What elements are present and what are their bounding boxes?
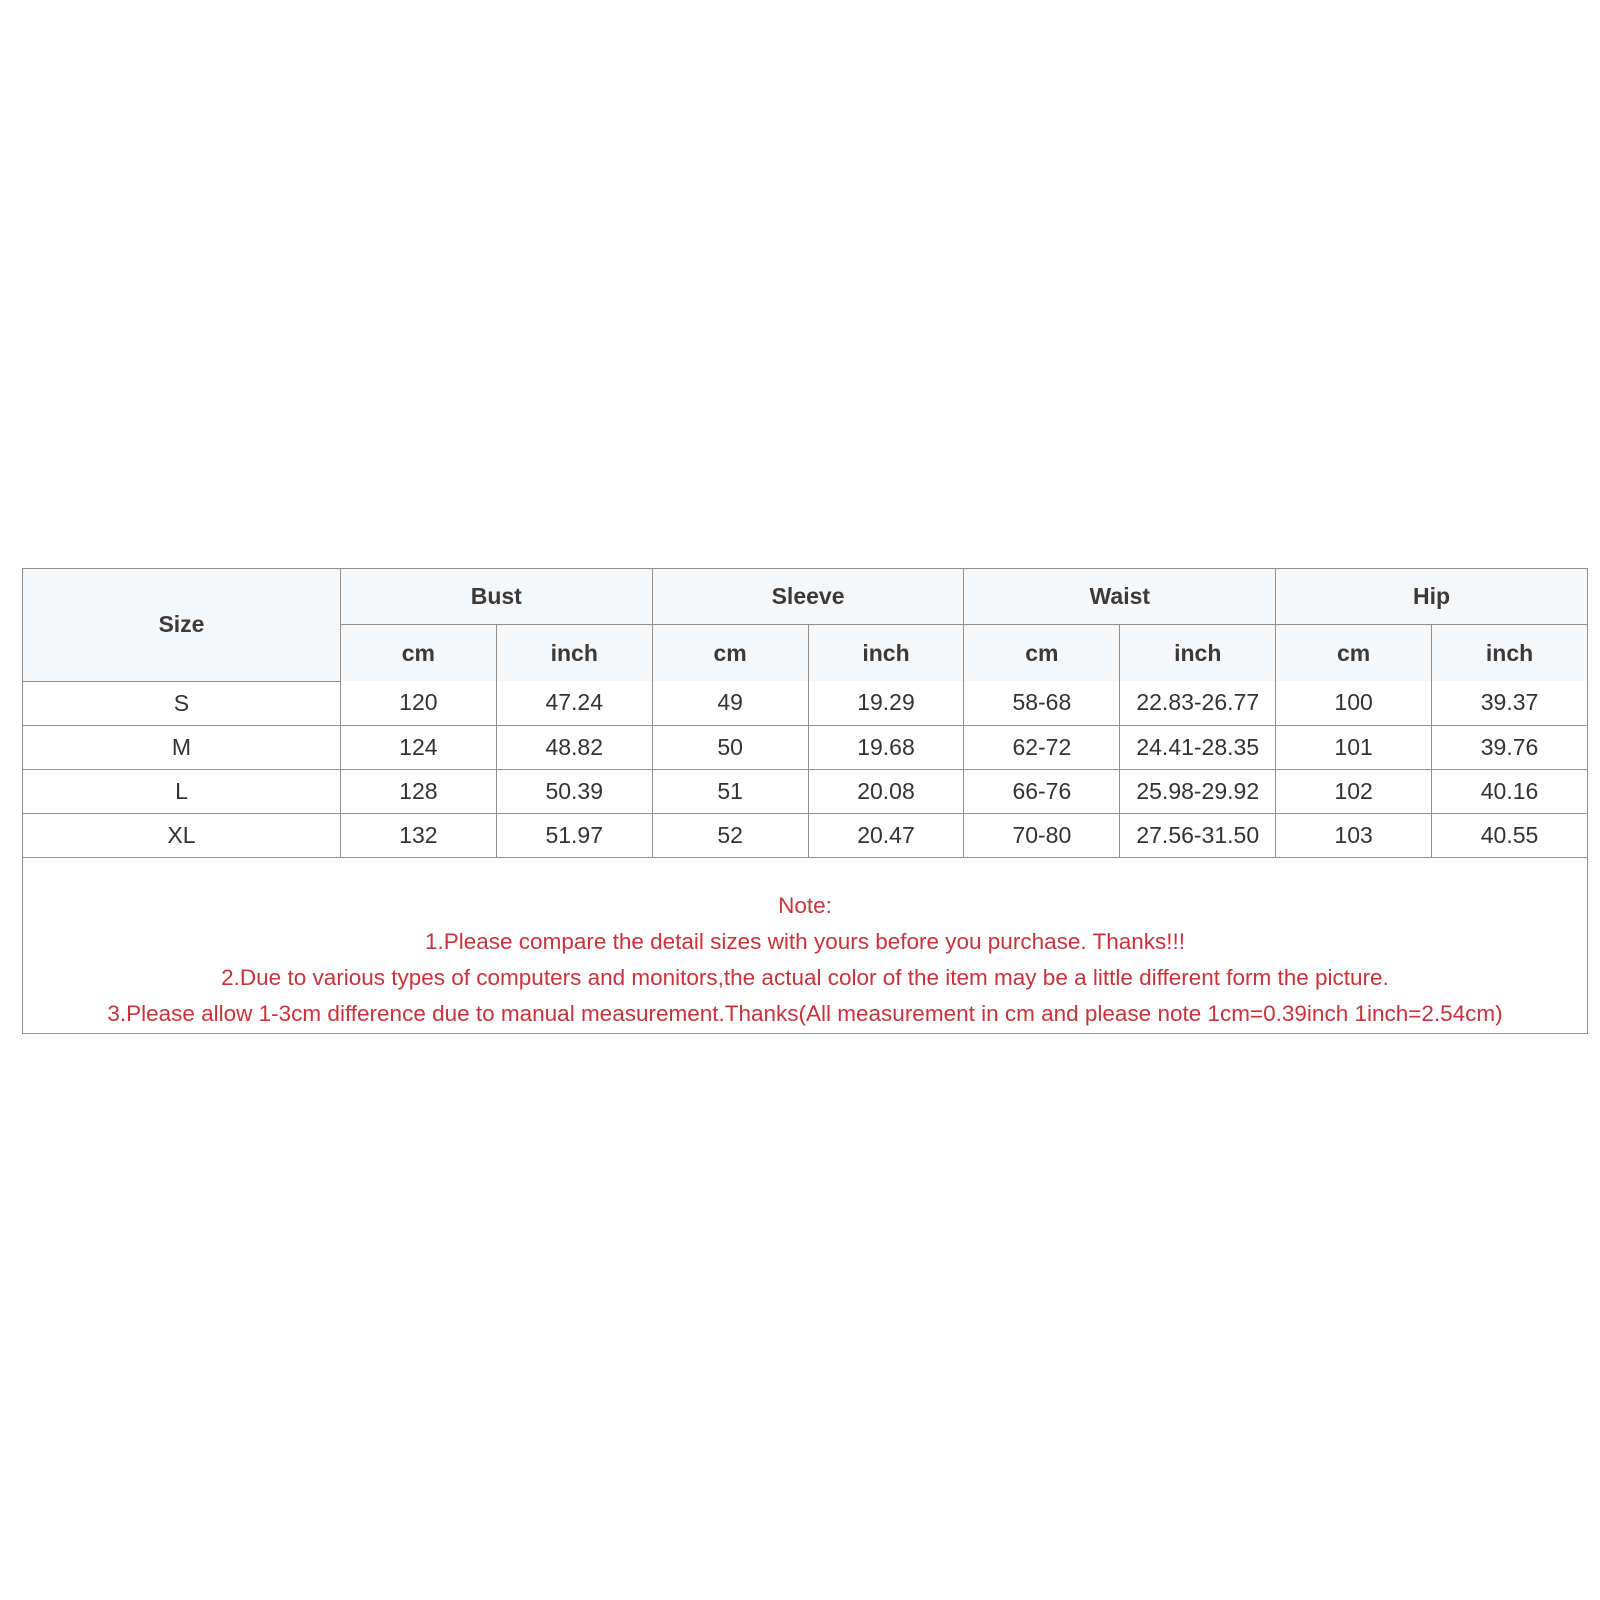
table-cell: 49	[652, 681, 808, 725]
group-header-bust: Bust	[340, 569, 652, 625]
table-cell: 103	[1276, 813, 1432, 857]
table-cell: 120	[340, 681, 496, 725]
unit-header: cm	[964, 625, 1120, 682]
note-line-3: 3.Please allow 1-3cm difference due to manual measurement.Thanks(All measurement in cm and please note 1cm=0.39inch 1inch=2.54cm)	[107, 1000, 1503, 1026]
header-group-row	[23, 569, 1588, 625]
size-chart-table	[22, 568, 1588, 1034]
table-cell: 39.37	[1432, 681, 1588, 725]
table-cell: 48.82	[496, 725, 652, 769]
note-cell	[23, 857, 1588, 1033]
table-row	[23, 681, 1588, 725]
table-cell: 132	[340, 813, 496, 857]
table-cell: 47.24	[496, 681, 652, 725]
note-line-2: 2.Due to various types of computers and monitors,the actual color of the item may be a little different form the picture.	[221, 964, 1389, 990]
unit-header: inch	[1432, 625, 1588, 682]
table-cell: 19.29	[808, 681, 964, 725]
group-header-hip: Hip	[1276, 569, 1588, 625]
table-cell: 25.98-29.92	[1120, 769, 1276, 813]
table-cell: 39.76	[1432, 725, 1588, 769]
unit-header: cm	[340, 625, 496, 682]
table-cell: 52	[652, 813, 808, 857]
table-row	[23, 813, 1588, 857]
table-cell: 24.41-28.35	[1120, 725, 1276, 769]
table-cell: 50.39	[496, 769, 652, 813]
unit-header: cm	[1276, 625, 1432, 682]
table-cell: 19.68	[808, 725, 964, 769]
table-cell: 20.47	[808, 813, 964, 857]
table-cell: 70-80	[964, 813, 1120, 857]
table-row	[23, 769, 1588, 813]
size-cell: XL	[23, 813, 341, 857]
table-cell: 66-76	[964, 769, 1120, 813]
note-row	[23, 857, 1588, 1033]
table-cell: 101	[1276, 725, 1432, 769]
table-cell: 124	[340, 725, 496, 769]
table-cell: 20.08	[808, 769, 964, 813]
note-title: Note:	[778, 892, 832, 918]
size-cell: L	[23, 769, 341, 813]
table-cell: 51.97	[496, 813, 652, 857]
size-cell: S	[23, 681, 341, 725]
unit-header: inch	[808, 625, 964, 682]
table-cell: 27.56-31.50	[1120, 813, 1276, 857]
table-cell: 58-68	[964, 681, 1120, 725]
table-cell: 100	[1276, 681, 1432, 725]
table-cell: 40.16	[1432, 769, 1588, 813]
table-row	[23, 725, 1588, 769]
size-header: Size	[23, 569, 341, 682]
size-cell: M	[23, 725, 341, 769]
table-cell: 22.83-26.77	[1120, 681, 1276, 725]
group-header-sleeve: Sleeve	[652, 569, 964, 625]
unit-header: inch	[496, 625, 652, 682]
table-cell: 128	[340, 769, 496, 813]
note-line-1: 1.Please compare the detail sizes with yours before you purchase. Thanks!!!	[425, 928, 1185, 954]
table-cell: 102	[1276, 769, 1432, 813]
group-header-waist: Waist	[964, 569, 1276, 625]
table-cell: 51	[652, 769, 808, 813]
unit-header: cm	[652, 625, 808, 682]
table-cell: 62-72	[964, 725, 1120, 769]
unit-header: inch	[1120, 625, 1276, 682]
table-cell: 50	[652, 725, 808, 769]
table-cell: 40.55	[1432, 813, 1588, 857]
